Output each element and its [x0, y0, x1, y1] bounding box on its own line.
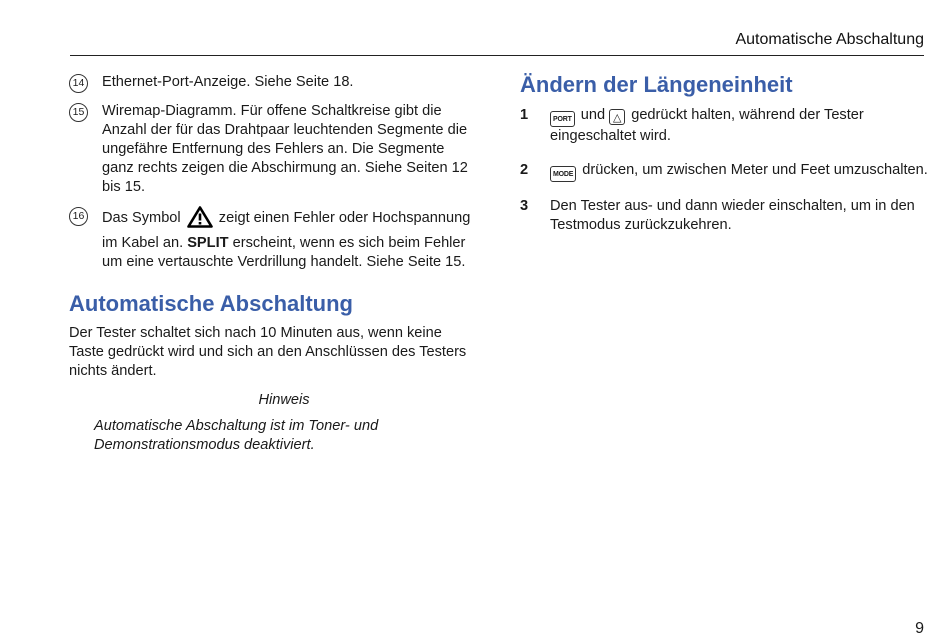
section-title-auto-off: Automatische Abschaltung: [69, 291, 353, 316]
section-title-length-unit: Ändern der Längeneinheit: [520, 72, 793, 97]
step-number: 1: [520, 107, 529, 123]
note-body: Automatische Abschaltung ist im Toner- und Demonstrationsmodus deaktiviert.: [94, 418, 379, 453]
circled-number: 16: [69, 207, 88, 226]
list-item-text: Wiremap-Diagramm. Für offene Schaltkreise gibt die Anzahl der für das Drahtpaar leuchtenden Segmente die ungefähre Entfernung des Fehlers an. Die Segmente ganz rechts zeigen die Abschirmung an. Siehe Seiten 12 bis 15.: [102, 103, 468, 195]
list-item-text-part: Das Symbol: [102, 210, 181, 226]
step-text: [550, 106, 930, 146]
list-item: [69, 206, 474, 272]
right-column: [520, 71, 930, 235]
page-number: 9: [915, 620, 924, 637]
step-text-part: gedrückt halten, während der Tester eingeschaltet wird.: [550, 107, 864, 144]
list-item-text-part: zeigt einen Fehler oder Hochspannung im Kabel an.: [102, 210, 471, 251]
list-item: [69, 102, 474, 197]
up-arrow-key-icon: △: [609, 109, 625, 125]
list-item-text: [102, 206, 474, 272]
split-keyword: SPLIT: [187, 235, 229, 251]
list-item-text-part: erscheint, wenn es sich beim Fehler um eine vertauschte Verdrillung handelt. Siehe Seite 15.: [102, 235, 466, 270]
left-column: [69, 73, 474, 455]
step-text-part: und: [580, 107, 606, 123]
step: [520, 161, 930, 182]
step: [520, 106, 930, 146]
step-text-part: drücken, um zwischen Meter und Feet umzuschalten.: [582, 162, 928, 178]
step-number: 2: [520, 162, 529, 178]
circled-number: 15: [69, 103, 88, 122]
list-item-text: Ethernet-Port-Anzeige. Siehe Seite 18.: [102, 74, 354, 90]
port-key-icon: PORT: [550, 111, 575, 127]
mode-key-icon: MODE: [550, 166, 576, 182]
note-label: Hinweis: [258, 392, 310, 408]
section-body: Der Tester schaltet sich nach 10 Minuten aus, wenn keine Taste gedrückt wird und sich an den Anschlüssen des Testers nichts ändert.: [69, 325, 467, 379]
step: [520, 197, 930, 235]
header-rule: [70, 55, 924, 56]
warning-icon: [187, 206, 213, 234]
step-number: 3: [520, 198, 529, 214]
list-item: [69, 73, 474, 93]
circled-number: 14: [69, 74, 88, 93]
step-text: Den Tester aus- und dann wieder einschalten, um in den Testmodus zurückzukehren.: [550, 198, 915, 233]
running-header: Automatische Abschaltung: [735, 31, 924, 48]
step-text: [550, 161, 930, 182]
